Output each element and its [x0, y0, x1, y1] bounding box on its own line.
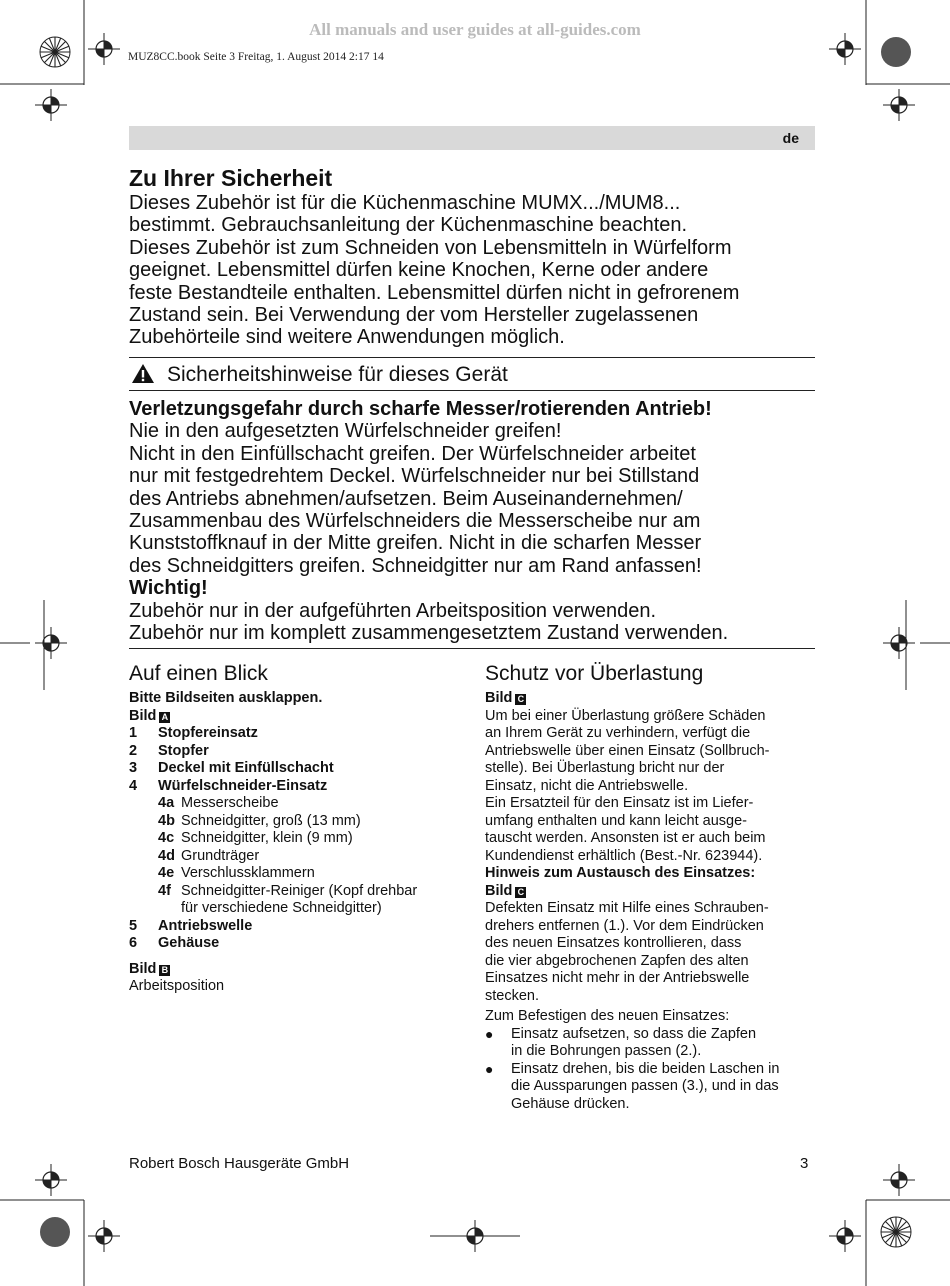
item-number: 6	[129, 935, 138, 951]
overview-column	[129, 661, 469, 996]
sub-item-text: Messerscheibe	[181, 795, 279, 811]
item-text: Stopfereinsatz	[158, 725, 258, 741]
intro-line: Zustand sein. Bei Verwendung der vom Hersteller zugelassenen	[129, 304, 699, 327]
bullet-item	[485, 1026, 817, 1061]
warning-line: Kunststoffknauf in der Mitte greifen. Nicht in die scharfen Messer	[129, 532, 702, 555]
item-text: Antriebswelle	[158, 917, 253, 934]
text-line: drehers entfernen (1.). Vor dem Eindrücken	[485, 917, 764, 934]
important-line: Zubehör nur im komplett zusammengesetztem Zustand verwenden.	[129, 622, 729, 645]
intro-line: Dieses Zubehör ist für die Küchenmaschine MUMX.../MUM8...	[129, 192, 681, 214]
sub-item-number: 4f	[158, 882, 171, 899]
intro-section	[129, 164, 819, 349]
text-line: Antriebswelle über einen Einsatz (Sollbruch-	[485, 742, 770, 759]
sub-item-text: Verschlussklammern	[181, 865, 315, 881]
divider	[129, 648, 815, 649]
figure-a-badge: A	[159, 712, 170, 723]
text-line: Defekten Einsatz mit Hilfe eines Schrauben-	[485, 900, 769, 916]
bullet-text: Einsatz aufsetzen, so dass die Zapfen	[511, 1025, 757, 1042]
important-line: Zubehör nur in der aufgeführten Arbeitsposition verwenden.	[129, 599, 657, 622]
safety-heading-text: Sicherheitshinweise für dieses Gerät	[167, 363, 508, 386]
text-line: Einsatzes nicht mehr in der Antriebswelle	[485, 970, 750, 986]
text-line: Ein Ersatzteil für den Einsatz ist im Liefer-	[485, 795, 754, 811]
intro-line: bestimmt. Gebrauchsanleitung der Küchenmaschine beachten.	[129, 214, 688, 237]
watermark: All manuals and user guides at all-guides.com	[309, 20, 641, 39]
text-line: die vier abgebrochenen Zapfen des alten	[485, 952, 749, 969]
divider	[129, 390, 815, 391]
language-code: de	[782, 130, 799, 146]
warning-line: des Antriebs abnehmen/aufsetzen. Beim Auseinandernehmen/	[129, 487, 683, 510]
intro-line: Zubehörteile sind weitere Anwendungen möglich.	[129, 326, 565, 349]
item-number: 3	[129, 760, 138, 776]
text-line: tauscht werden. Ansonsten ist er auch beim	[485, 830, 766, 846]
intro-line: geeignet. Lebensmittel dürfen keine Knochen, Kerne oder andere	[129, 259, 709, 282]
warning-triangle-icon	[131, 363, 155, 391]
sub-item	[129, 865, 469, 883]
sub-item	[129, 813, 469, 831]
bullet-text: die Aussparungen passen (3.), und in das	[511, 1078, 779, 1094]
text-line: Um bei einer Überlastung größere Schäden	[485, 707, 766, 724]
bullet-icon: ●	[485, 1025, 494, 1042]
sub-item-text: für verschiedene Schneidgitter)	[181, 900, 382, 916]
hint-title: Hinweis zum Austausch des Einsatzes:	[485, 865, 756, 881]
list-item	[129, 743, 469, 761]
text-line: an Ihrem Gerät zu verhindern, verfügt die	[485, 725, 751, 741]
figure-c-badge: C	[515, 694, 526, 705]
item-text: Gehäuse	[158, 935, 220, 951]
bullet-icon: ●	[485, 1060, 494, 1077]
important-title: Wichtig!	[129, 577, 208, 600]
text-line: des neuen Einsatzes kontrollieren, dass	[485, 935, 742, 951]
sub-item-number: 4a	[158, 795, 175, 811]
figure-b-badge: B	[159, 965, 170, 976]
footer-company: Robert Bosch Hausgeräte GmbH	[129, 1155, 350, 1172]
page-number: 3	[800, 1155, 809, 1172]
list-item	[129, 918, 469, 936]
list-item	[129, 935, 469, 953]
sub-item	[129, 795, 469, 813]
bullet-text: in die Bohrungen passen (2.).	[511, 1043, 702, 1059]
sub-item-number: 4d	[158, 847, 175, 864]
warning-line: des Schneidgitters greifen. Schneidgitter nur am Rand anfassen!	[129, 554, 702, 577]
sub-item-text: Schneidgitter, groß (13 mm)	[181, 812, 361, 829]
text-line: stelle). Bei Überlastung bricht nur der	[485, 760, 725, 776]
item-number: 4	[129, 777, 138, 794]
text-line: Einsatz, nicht die Antriebswelle.	[485, 777, 689, 794]
warning-line: nur mit festgedrehtem Deckel. Würfelschneider nur bei Stillstand	[129, 465, 700, 488]
bild-label: Bild	[129, 960, 157, 977]
sub-item-text: Grundträger	[181, 847, 260, 864]
item-text: Stopfer	[158, 742, 209, 759]
sub-item-text: Schneidgitter-Reiniger (Kopf drehbar	[181, 882, 418, 899]
bullet-text: Einsatz drehen, bis die beiden Laschen in	[511, 1060, 780, 1077]
text-line: stecken.	[485, 987, 539, 1004]
sub-item	[129, 830, 469, 848]
overview-instruction: Bitte Bildseiten ausklappen.	[129, 690, 323, 706]
sub-item-number: 4e	[158, 865, 175, 881]
intro-line: feste Bestandteile enthalten. Lebensmittel dürfen nicht in gefrorenem	[129, 281, 740, 304]
list-item	[129, 725, 469, 743]
language-bar	[129, 126, 815, 150]
safety-heading	[129, 362, 815, 388]
divider	[129, 357, 815, 358]
section-title: Zu Ihrer Sicherheit	[129, 165, 333, 191]
figure-caption: Arbeitsposition	[129, 978, 225, 994]
text-line: umfang enthalten und kann leicht ausge-	[485, 812, 747, 829]
item-number: 1	[129, 725, 138, 741]
safety-body	[129, 398, 829, 644]
bild-label: Bild	[485, 882, 513, 899]
sub-item-number: 4c	[158, 830, 175, 846]
warning-line: Nicht in den Einfüllschacht greifen. Der Würfelschneider arbeitet	[129, 442, 696, 465]
figure-ref	[485, 690, 817, 708]
item-number: 5	[129, 917, 138, 934]
warning-line: Zusammenbau des Würfelschneiders die Messerscheibe nur am	[129, 510, 701, 533]
sub-item	[129, 883, 469, 918]
item-number: 2	[129, 742, 138, 759]
item-text: Deckel mit Einfüllschacht	[158, 760, 334, 776]
sub-item	[129, 848, 469, 866]
overview-title: Auf einen Blick	[129, 662, 268, 685]
sub-item-text: Schneidgitter, klein (9 mm)	[181, 830, 353, 846]
overload-column	[485, 661, 817, 1113]
warning-line: Nie in den aufgesetzten Würfelschneider greifen!	[129, 420, 562, 443]
book-info-line: MUZ8CC.book Seite 3 Freitag, 1. August 2014 2:17 14	[128, 51, 384, 63]
figure-ref	[129, 708, 469, 726]
item-text: Würfelschneider-Einsatz	[158, 777, 328, 794]
figure-ref	[129, 961, 469, 979]
warning-title: Verletzungsgefahr durch scharfe Messer/rotierenden Antrieb!	[129, 398, 712, 420]
list-item	[129, 778, 469, 796]
list-item	[129, 760, 469, 778]
bullet-text: Gehäuse drücken.	[511, 1095, 630, 1112]
figure-ref	[485, 883, 817, 901]
bullet-item	[485, 1061, 817, 1114]
intro-line: Dieses Zubehör ist zum Schneiden von Lebensmitteln in Würfelform	[129, 236, 732, 259]
sub-item-number: 4b	[158, 812, 175, 829]
text-line: Kundendienst erhältlich (Best.-Nr. 623944).	[485, 847, 763, 864]
figure-c-badge: C	[515, 887, 526, 898]
bild-label: Bild	[129, 707, 157, 724]
text-line: Zum Befestigen des neuen Einsatzes:	[485, 1008, 730, 1024]
bild-label: Bild	[485, 690, 513, 706]
overload-title: Schutz vor Überlastung	[485, 662, 704, 685]
